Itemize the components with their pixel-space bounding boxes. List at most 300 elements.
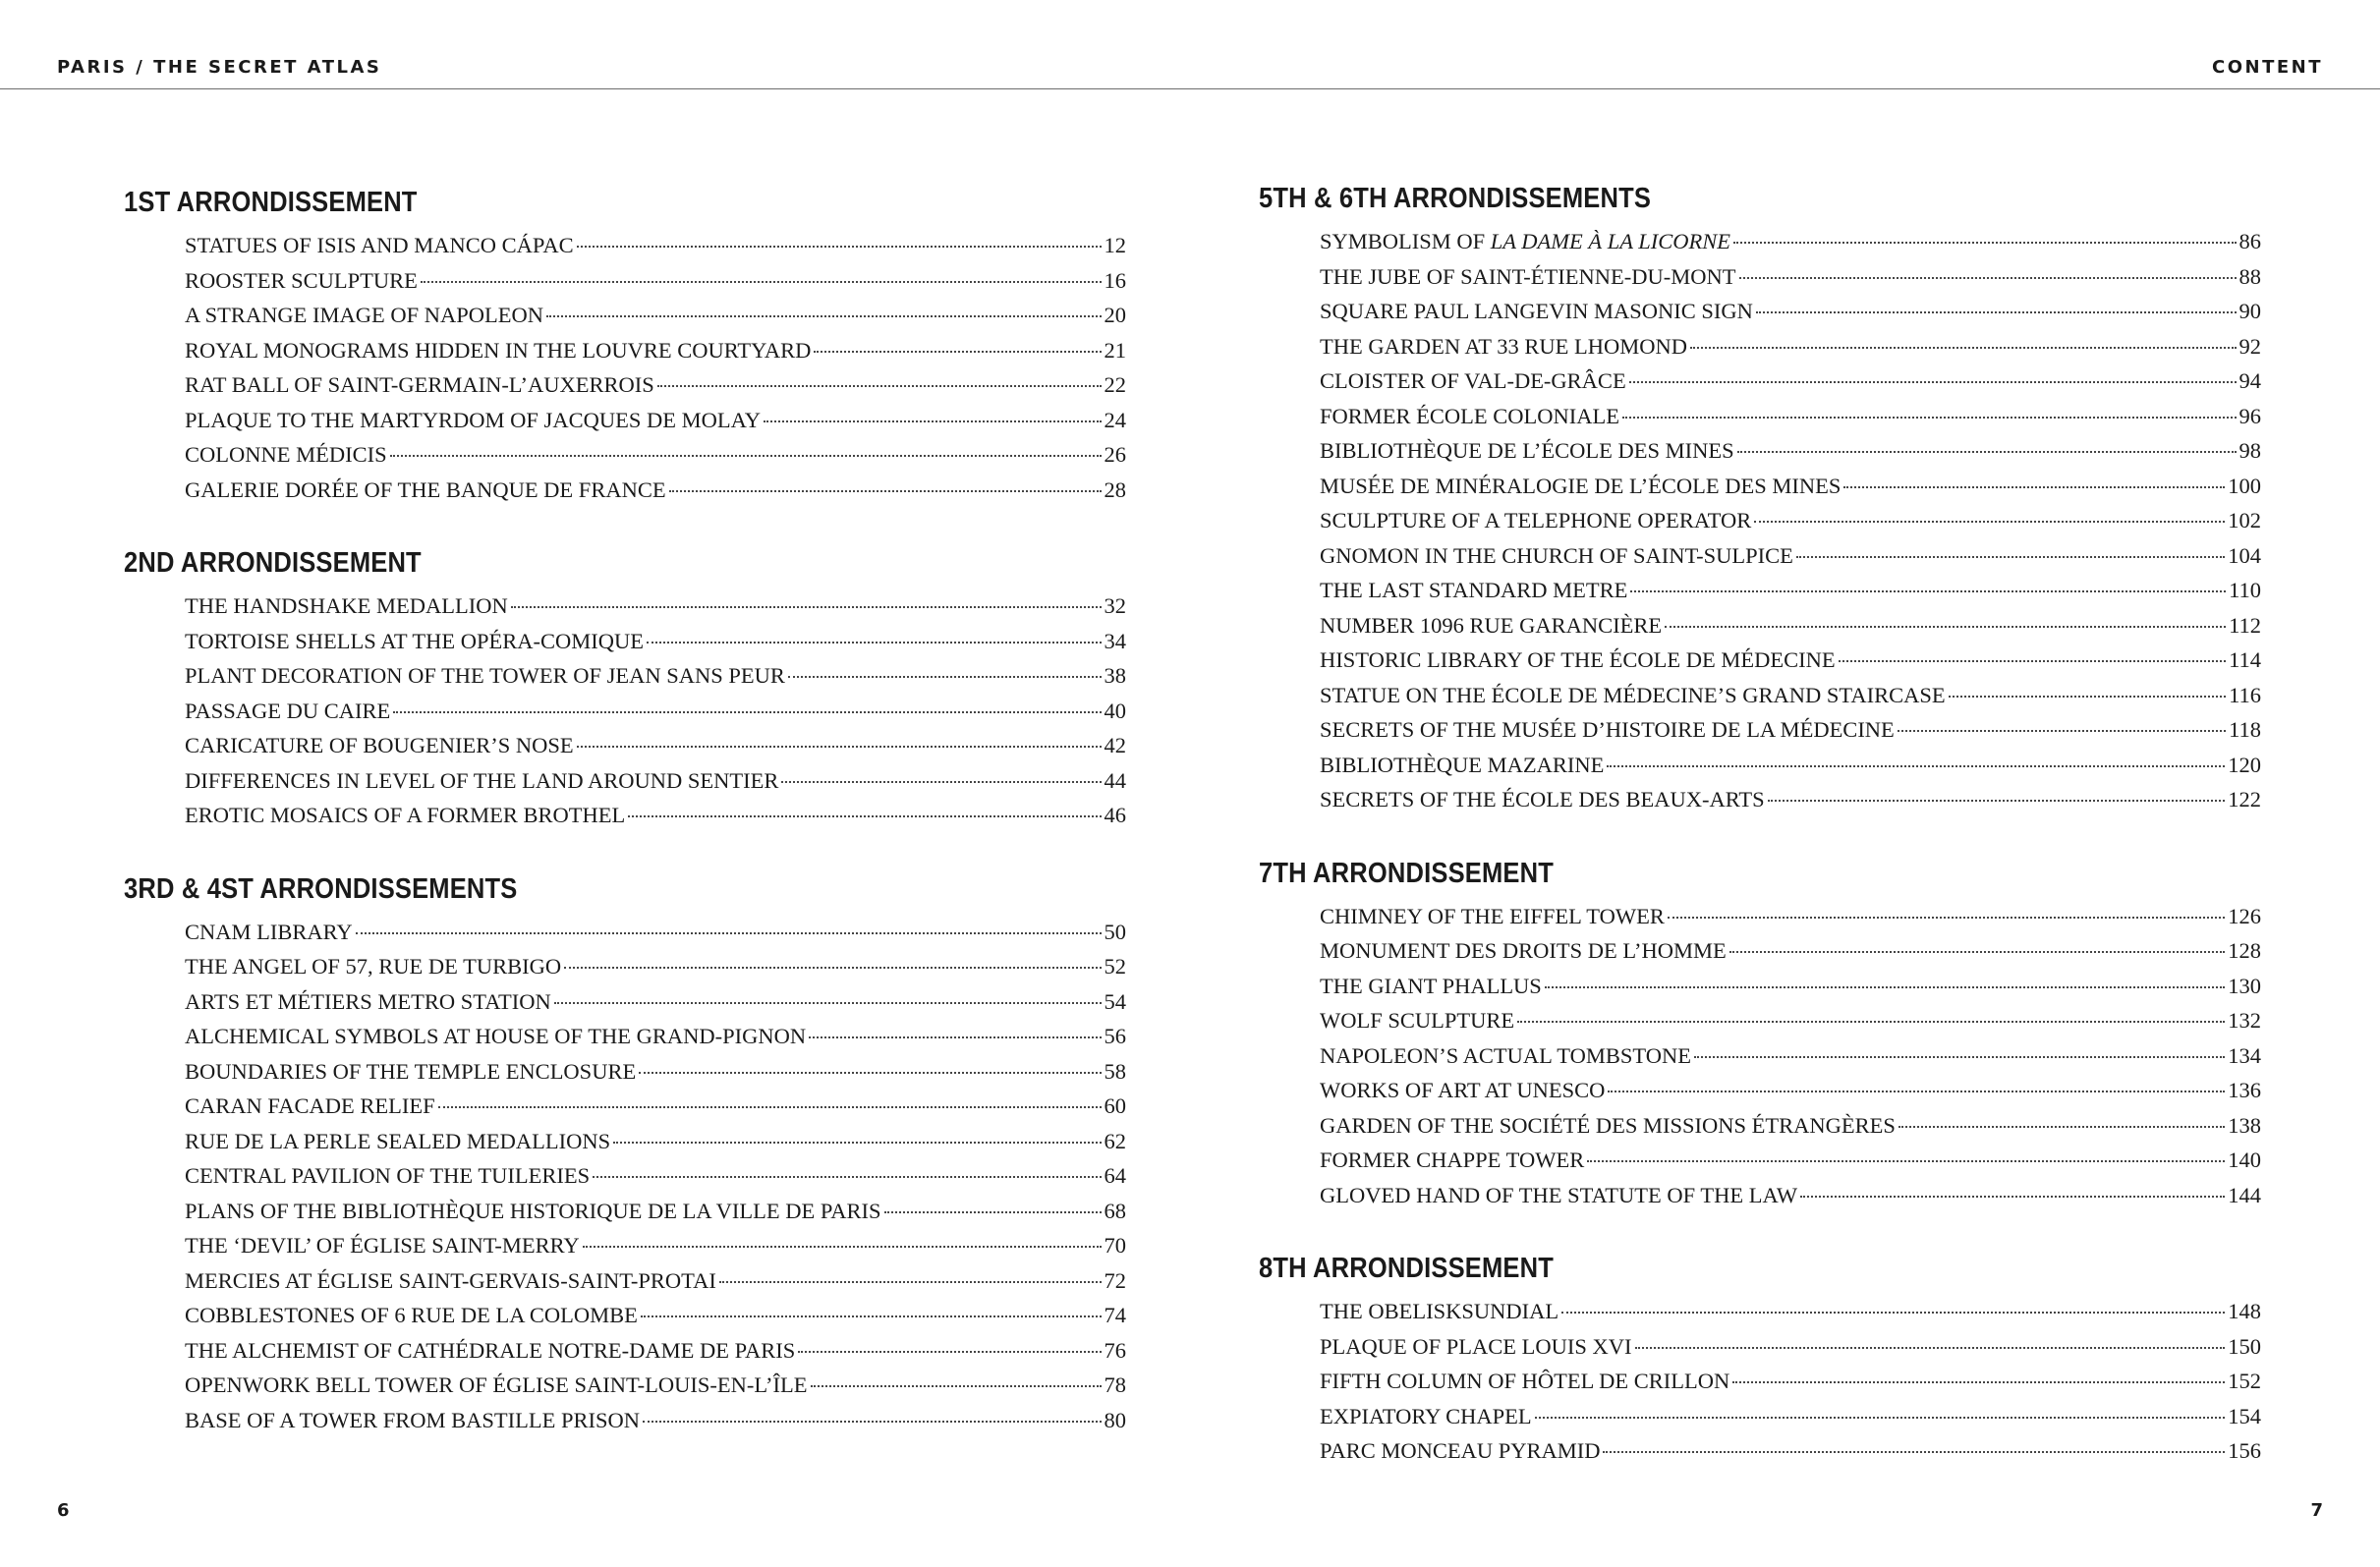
entry-title bbox=[1320, 643, 1836, 678]
dot-leader bbox=[1796, 556, 2225, 558]
entry-title-text: CNAM LIBRARY bbox=[185, 919, 353, 944]
entry-title bbox=[185, 1054, 636, 1090]
entry-title bbox=[185, 1124, 610, 1159]
header-rule bbox=[0, 88, 2380, 89]
entry-page-number: 100 bbox=[2228, 473, 2261, 498]
entry-title bbox=[1320, 538, 1793, 574]
toc-entry bbox=[1320, 1399, 2261, 1434]
toc-entry bbox=[1320, 433, 2261, 469]
entry-title bbox=[185, 1228, 580, 1263]
toc-entry bbox=[1320, 899, 2261, 934]
entry-title-text: STATUES OF ISIS AND MANCO CÁPAC bbox=[185, 233, 574, 257]
entry-title-text: GLOVED HAND OF THE STATUTE OF THE LAW bbox=[1320, 1182, 1798, 1207]
toc-entry bbox=[185, 588, 1126, 624]
entry-title-text: THE ALCHEMIST OF CATHÉDRALE NOTRE-DAME DE PARIS bbox=[185, 1337, 796, 1363]
dot-leader bbox=[1622, 417, 2237, 419]
entry-title-text: EROTIC MOSAICS OF A FORMER BROTHEL bbox=[185, 803, 626, 827]
toc-entry bbox=[185, 798, 1126, 833]
entry-page-number: 28 bbox=[1104, 476, 1126, 502]
entry-title bbox=[1320, 1294, 1558, 1329]
dot-leader bbox=[1608, 1091, 2225, 1092]
toc-entry bbox=[1320, 503, 2261, 538]
dot-leader bbox=[1729, 951, 2225, 953]
entry-title bbox=[185, 798, 625, 833]
entry-page-number: 92 bbox=[2238, 333, 2261, 359]
entry-page-number: 138 bbox=[2228, 1112, 2261, 1138]
entry-page-number: 22 bbox=[1104, 372, 1126, 397]
toc-entry bbox=[1320, 969, 2261, 1004]
entry-title bbox=[1320, 503, 1751, 538]
entry-title-text: BASE OF A TOWER FROM BASTILLE PRISON bbox=[185, 1407, 640, 1432]
entry-title bbox=[185, 333, 811, 368]
entry-page-number: 136 bbox=[2228, 1078, 2261, 1102]
toc-right-column bbox=[1259, 179, 2261, 1505]
entry-page-number: 126 bbox=[2228, 903, 2261, 928]
toc-section bbox=[124, 869, 1126, 1438]
entry-title-text: RUE DE LA PERLE SEALED MEDALLIONS bbox=[185, 1128, 611, 1153]
entry-title-text: WORKS OF ART AT UNESCO bbox=[1320, 1078, 1606, 1102]
entry-title-text: PARC MONCEAU PYRAMID bbox=[1320, 1438, 1601, 1463]
toc-entry bbox=[1320, 259, 2261, 295]
entry-page-number: 12 bbox=[1104, 233, 1126, 257]
toc-entry bbox=[1320, 573, 2261, 608]
entry-page-number: 98 bbox=[2238, 438, 2261, 463]
entry-page-number: 26 bbox=[1104, 442, 1126, 467]
toc-entry bbox=[1320, 294, 2261, 329]
toc-entry bbox=[1320, 1003, 2261, 1038]
entry-title-text: PLANS OF THE BIBLIOTHÈQUE HISTORIQUE DE LA VILLE DE PARIS bbox=[185, 1198, 881, 1223]
entry-page-number: 74 bbox=[1104, 1303, 1126, 1327]
toc-entry bbox=[185, 473, 1126, 508]
entry-page-number: 130 bbox=[2228, 973, 2261, 998]
dot-leader bbox=[1607, 765, 2225, 767]
toc-entry bbox=[185, 1368, 1126, 1403]
dot-leader bbox=[1630, 590, 2226, 592]
toc-entry bbox=[1320, 469, 2261, 504]
dot-leader bbox=[811, 1385, 1102, 1387]
dot-leader bbox=[1629, 381, 2237, 383]
entry-title-text: GARDEN OF THE SOCIÉTÉ DES MISSIONS ÉTRANGÈRES bbox=[1320, 1112, 1896, 1138]
dot-leader bbox=[669, 490, 1102, 492]
dot-leader bbox=[393, 711, 1101, 713]
section-title: 7TH ARRONDISSEMENT bbox=[1259, 857, 1554, 889]
dot-leader bbox=[639, 1072, 1101, 1074]
entry-page-number: 20 bbox=[1104, 303, 1126, 327]
dot-leader bbox=[1737, 451, 2237, 453]
toc-entry bbox=[185, 694, 1126, 729]
entry-page-number: 90 bbox=[2238, 299, 2261, 323]
entry-title bbox=[1320, 1433, 1600, 1469]
running-head-section: CONTENT bbox=[2212, 57, 2323, 78]
entry-page-number: 78 bbox=[1104, 1372, 1126, 1397]
toc-entry bbox=[185, 658, 1126, 694]
entry-title bbox=[185, 1333, 795, 1369]
toc-entry bbox=[1320, 1038, 2261, 1074]
dot-leader bbox=[1603, 1451, 2225, 1453]
entry-title bbox=[185, 473, 666, 508]
entry-page-number: 152 bbox=[2228, 1369, 2261, 1393]
toc-entry bbox=[1320, 678, 2261, 713]
entry-title bbox=[185, 1158, 590, 1194]
entry-title bbox=[1320, 1003, 1514, 1038]
entry-title-text: FORMER ÉCOLE COLONIALE bbox=[1320, 403, 1619, 428]
toc-entry bbox=[1320, 1329, 2261, 1365]
entry-title-text: A STRANGE IMAGE OF NAPOLEON bbox=[185, 303, 544, 327]
entry-title-text: GALERIE DORÉE OF THE BANQUE DE FRANCE bbox=[185, 476, 666, 502]
entry-page-number: 72 bbox=[1104, 1267, 1126, 1293]
entry-title bbox=[1320, 782, 1765, 817]
entry-title-text: COBBLESTONES OF 6 RUE DE LA COLOMBE bbox=[185, 1303, 638, 1327]
entry-title bbox=[1320, 329, 1687, 364]
entry-title bbox=[1320, 469, 1841, 504]
dot-leader bbox=[546, 315, 1101, 317]
entry-title-text: MONUMENT DES DROITS DE L’HOMME bbox=[1320, 938, 1727, 963]
dot-leader bbox=[641, 1315, 1102, 1317]
entry-page-number: 154 bbox=[2228, 1403, 2261, 1428]
entry-title bbox=[185, 263, 418, 299]
entry-page-number: 112 bbox=[2229, 612, 2261, 638]
dot-leader bbox=[1517, 1021, 2225, 1023]
entry-title bbox=[1320, 1108, 1896, 1144]
entry-page-number: 58 bbox=[1104, 1058, 1126, 1084]
dot-leader bbox=[1732, 1381, 2225, 1383]
entry-title bbox=[1320, 1364, 1729, 1399]
dot-leader bbox=[1587, 1160, 2225, 1162]
entry-title bbox=[1320, 1178, 1797, 1213]
dot-leader bbox=[798, 1351, 1101, 1353]
dot-leader bbox=[438, 1106, 1102, 1108]
dot-leader bbox=[1694, 1056, 2225, 1058]
entry-title-text: GNOMON IN THE CHURCH OF SAINT-SULPICE bbox=[1320, 542, 1793, 568]
entry-page-number: 60 bbox=[1104, 1093, 1126, 1118]
toc-entry bbox=[185, 1019, 1126, 1054]
entry-page-number: 148 bbox=[2228, 1299, 2261, 1323]
dot-leader bbox=[1733, 242, 2237, 244]
entry-title bbox=[185, 403, 761, 438]
entry-page-number: 120 bbox=[2228, 752, 2261, 777]
entry-title-text: PLAQUE OF PLACE LOUIS XVI bbox=[1320, 1333, 1632, 1359]
entry-page-number: 80 bbox=[1104, 1407, 1126, 1432]
dot-leader bbox=[1545, 986, 2225, 988]
entry-title-text: THE JUBE OF SAINT-ÉTIENNE-DU-MONT bbox=[1320, 263, 1736, 289]
entry-title-text: THE GIANT PHALLUS bbox=[1320, 973, 1542, 998]
entry-title bbox=[185, 763, 778, 799]
dot-leader bbox=[421, 281, 1102, 283]
entry-page-number: 24 bbox=[1104, 407, 1126, 432]
toc-entry bbox=[185, 437, 1126, 473]
dot-leader bbox=[1535, 1417, 2226, 1419]
entry-title-text: SCULPTURE OF A TELEPHONE OPERATOR bbox=[1320, 508, 1752, 532]
entry-page-number: 102 bbox=[2228, 508, 2261, 532]
entry-title-text: RAT BALL OF SAINT-GERMAIN-L’AUXERROIS bbox=[185, 372, 654, 397]
entry-page-number: 50 bbox=[1104, 919, 1126, 944]
entry-title bbox=[1320, 1038, 1691, 1074]
toc-entry bbox=[1320, 538, 2261, 574]
entry-title bbox=[185, 949, 561, 984]
entry-page-number: 70 bbox=[1104, 1233, 1126, 1258]
toc-entry bbox=[185, 1054, 1126, 1090]
toc-entry bbox=[185, 1194, 1126, 1229]
entry-title bbox=[1320, 712, 1895, 748]
toc-entry bbox=[185, 228, 1126, 263]
entry-page-number: 128 bbox=[2228, 938, 2261, 963]
entry-title-text: THE GARDEN AT 33 RUE LHOMOND bbox=[1320, 333, 1687, 359]
toc-entry bbox=[1320, 364, 2261, 399]
entry-title-italic: LA DAME À LA LICORNE bbox=[1490, 229, 1730, 253]
dot-leader bbox=[647, 642, 1101, 644]
entry-title-text: HISTORIC LIBRARY OF THE ÉCOLE DE MÉDECINE bbox=[1320, 647, 1836, 672]
entry-title-text: ROOSTER SCULPTURE bbox=[185, 267, 418, 293]
dot-leader bbox=[814, 351, 1101, 353]
toc-entry bbox=[185, 624, 1126, 659]
entry-title-text: SYMBOLISM OF bbox=[1320, 229, 1491, 253]
entry-title-text: THE HANDSHAKE MEDALLION bbox=[185, 593, 508, 618]
entry-page-number: 64 bbox=[1104, 1163, 1126, 1188]
entry-title-text: ARTS ET MÉTIERS METRO STATION bbox=[185, 988, 551, 1014]
section-title: 5TH & 6TH ARRONDISSEMENTS bbox=[1259, 183, 1652, 214]
dot-leader bbox=[554, 1002, 1102, 1004]
dot-leader bbox=[1839, 660, 2226, 662]
toc-entry bbox=[185, 1158, 1126, 1194]
toc-entry bbox=[1320, 1178, 2261, 1213]
toc-section bbox=[1259, 854, 2261, 1213]
entry-title-text: DIFFERENCES IN LEVEL OF THE LAND AROUND SENTIER bbox=[185, 767, 779, 793]
entry-title bbox=[185, 228, 574, 263]
entry-title-text: NAPOLEON’S ACTUAL TOMBSTONE bbox=[1320, 1042, 1691, 1068]
entry-title-text: EXPIATORY CHAPEL bbox=[1320, 1403, 1532, 1428]
dot-leader bbox=[1756, 311, 2237, 313]
entry-title bbox=[185, 915, 353, 950]
page-number-right: 7 bbox=[2310, 1500, 2323, 1521]
entry-page-number: 46 bbox=[1104, 803, 1126, 827]
toc-left-column bbox=[124, 183, 1126, 1474]
entry-title-text: THE OBELISKSUNDIAL bbox=[1320, 1299, 1559, 1323]
page-number-left: 6 bbox=[57, 1500, 70, 1521]
dot-leader bbox=[643, 1421, 1102, 1423]
entry-title bbox=[185, 298, 543, 333]
dot-leader bbox=[1898, 1126, 2225, 1128]
entry-title-text: COLONNE MÉDICIS bbox=[185, 442, 387, 467]
entry-page-number: 38 bbox=[1104, 663, 1126, 688]
entry-title-text: THE ANGEL OF 57, RUE DE TURBIGO bbox=[185, 954, 562, 979]
toc-entry bbox=[185, 333, 1126, 368]
entry-title-text: CHIMNEY OF THE EIFFEL TOWER bbox=[1320, 903, 1665, 928]
entry-page-number: 76 bbox=[1104, 1337, 1126, 1363]
entry-title-text: FIFTH COLUMN OF HÔTEL DE CRILLON bbox=[1320, 1369, 1730, 1393]
dot-leader bbox=[390, 455, 1102, 457]
entry-page-number: 40 bbox=[1104, 698, 1126, 723]
entry-title bbox=[185, 367, 654, 403]
dot-leader bbox=[564, 967, 1101, 969]
toc-entry bbox=[185, 1333, 1126, 1369]
entry-title-text: CARAN FACADE RELIEF bbox=[185, 1093, 435, 1118]
entry-page-number: 42 bbox=[1104, 733, 1126, 757]
entry-page-number: 94 bbox=[2238, 368, 2261, 393]
entry-title bbox=[185, 437, 387, 473]
dot-leader bbox=[1800, 1196, 2225, 1198]
dot-leader bbox=[1561, 1312, 2225, 1314]
entry-title-text: BOUNDARIES OF THE TEMPLE ENCLOSURE bbox=[185, 1058, 637, 1084]
section-title: 8TH ARRONDISSEMENT bbox=[1259, 1253, 1554, 1284]
entry-title bbox=[1320, 969, 1542, 1004]
entry-title bbox=[185, 1194, 881, 1229]
toc-entry bbox=[185, 263, 1126, 299]
entry-page-number: 144 bbox=[2228, 1182, 2261, 1207]
entry-page-number: 52 bbox=[1104, 954, 1126, 979]
entry-title-text: SECRETS OF THE ÉCOLE DES BEAUX-ARTS bbox=[1320, 787, 1765, 811]
entry-page-number: 150 bbox=[2228, 1333, 2261, 1359]
entry-title-text: THE LAST STANDARD METRE bbox=[1320, 578, 1628, 602]
entry-title bbox=[1320, 433, 1734, 469]
entry-title-text: OPENWORK BELL TOWER OF ÉGLISE SAINT-LOUIS-EN-L’ÎLE bbox=[185, 1372, 808, 1397]
entry-page-number: 134 bbox=[2228, 1042, 2261, 1068]
entry-page-number: 16 bbox=[1104, 267, 1126, 293]
toc-entry bbox=[1320, 329, 2261, 364]
dot-leader bbox=[577, 746, 1102, 748]
dot-leader bbox=[1635, 1347, 2226, 1349]
toc-entry bbox=[185, 1263, 1126, 1299]
entry-title bbox=[1320, 1143, 1584, 1178]
entry-page-number: 118 bbox=[2229, 717, 2261, 742]
entry-title bbox=[1320, 224, 1730, 259]
toc-entry bbox=[185, 1089, 1126, 1124]
toc-entry bbox=[1320, 1433, 2261, 1469]
entry-page-number: 56 bbox=[1104, 1024, 1126, 1048]
toc-entry bbox=[1320, 608, 2261, 644]
toc-entry bbox=[185, 298, 1126, 333]
entry-title bbox=[1320, 364, 1626, 399]
entry-title-text: PLANT DECORATION OF THE TOWER OF JEAN SANS PEUR bbox=[185, 663, 785, 688]
entry-title bbox=[1320, 933, 1727, 969]
entry-title-text: CENTRAL PAVILION OF THE TUILERIES bbox=[185, 1163, 591, 1188]
entry-title-text: NUMBER 1096 RUE GARANCIÈRE bbox=[1320, 612, 1663, 638]
entry-title bbox=[185, 588, 508, 624]
toc-entry bbox=[1320, 1294, 2261, 1329]
toc-entry bbox=[185, 1124, 1126, 1159]
toc-entry bbox=[1320, 712, 2261, 748]
entry-page-number: 88 bbox=[2238, 263, 2261, 289]
dot-leader bbox=[809, 1036, 1101, 1038]
toc-entry bbox=[185, 1403, 1126, 1438]
entry-title bbox=[1320, 294, 1753, 329]
entry-page-number: 114 bbox=[2229, 647, 2261, 672]
dot-leader bbox=[884, 1211, 1102, 1213]
entry-title bbox=[1320, 399, 1619, 434]
dot-leader bbox=[657, 385, 1102, 387]
entry-title bbox=[1320, 573, 1627, 608]
dot-leader bbox=[577, 246, 1102, 248]
toc-section bbox=[124, 183, 1126, 507]
entry-title bbox=[185, 1089, 435, 1124]
dot-leader bbox=[1754, 521, 2225, 523]
entry-title bbox=[1320, 678, 1946, 713]
dot-leader bbox=[628, 815, 1101, 817]
entry-title bbox=[185, 984, 551, 1020]
entry-title-text: TORTOISE SHELLS AT THE OPÉRA-COMIQUE bbox=[185, 628, 645, 653]
entry-title-text: ALCHEMICAL SYMBOLS AT HOUSE OF THE GRAND-PIGNON bbox=[185, 1024, 807, 1048]
running-head-book-title: PARIS / THE SECRET ATLAS bbox=[57, 57, 382, 78]
dot-leader bbox=[356, 932, 1102, 934]
entry-title bbox=[1320, 899, 1665, 934]
section-title: 1ST ARRONDISSEMENT bbox=[124, 187, 418, 218]
dot-leader bbox=[764, 420, 1102, 422]
entry-title-text: PLAQUE TO THE MARTYRDOM OF JACQUES DE MOLAY bbox=[185, 407, 761, 432]
dot-leader bbox=[788, 676, 1102, 678]
entry-title-text: THE ‘DEVIL’ OF ÉGLISE SAINT-MERRY bbox=[185, 1233, 580, 1258]
toc-entry bbox=[185, 763, 1126, 799]
entry-page-number: 110 bbox=[2229, 578, 2261, 602]
entry-page-number: 34 bbox=[1104, 628, 1126, 653]
entry-page-number: 140 bbox=[2228, 1147, 2261, 1172]
toc-entry bbox=[185, 403, 1126, 438]
entry-page-number: 86 bbox=[2238, 229, 2261, 253]
entry-title-text: BIBLIOTHÈQUE MAZARINE bbox=[1320, 752, 1605, 777]
dot-leader bbox=[593, 1176, 1101, 1178]
entry-title-text: FORMER CHAPPE TOWER bbox=[1320, 1147, 1585, 1172]
toc-entry bbox=[185, 949, 1126, 984]
dot-leader bbox=[1768, 800, 2226, 802]
toc-entry bbox=[185, 915, 1126, 950]
entry-title bbox=[185, 1403, 640, 1438]
entry-title-text: SECRETS OF THE MUSÉE D’HISTOIRE DE LA MÉDECINE bbox=[1320, 717, 1895, 742]
entry-page-number: 68 bbox=[1104, 1198, 1126, 1223]
entry-title-text: MUSÉE DE MINÉRALOGIE DE L’ÉCOLE DES MINES bbox=[1320, 473, 1842, 498]
entry-title bbox=[1320, 1329, 1632, 1365]
entry-page-number: 122 bbox=[2228, 787, 2261, 811]
entry-title-text: STATUE ON THE ÉCOLE DE MÉDECINE’S GRAND STAIRCASE bbox=[1320, 682, 1946, 707]
toc-entry bbox=[1320, 1073, 2261, 1108]
toc-entry bbox=[1320, 1364, 2261, 1399]
toc-section bbox=[1259, 1249, 2261, 1469]
toc-entry bbox=[1320, 748, 2261, 783]
entry-page-number: 62 bbox=[1104, 1128, 1126, 1153]
entry-page-number: 32 bbox=[1104, 593, 1126, 618]
entry-page-number: 132 bbox=[2228, 1008, 2261, 1033]
entry-title-text: SQUARE PAUL LANGEVIN MASONIC SIGN bbox=[1320, 299, 1753, 323]
entry-title bbox=[185, 694, 390, 729]
entry-title bbox=[185, 1019, 806, 1054]
entry-page-number: 21 bbox=[1104, 337, 1126, 363]
entry-title-text: PASSAGE DU CAIRE bbox=[185, 698, 391, 723]
entry-title bbox=[1320, 1073, 1605, 1108]
toc-entry bbox=[185, 728, 1126, 763]
entry-title bbox=[1320, 748, 1604, 783]
entry-page-number: 44 bbox=[1104, 767, 1126, 793]
entry-title bbox=[185, 728, 574, 763]
toc-section bbox=[124, 543, 1126, 833]
toc-entry bbox=[185, 1298, 1126, 1333]
dot-leader bbox=[1949, 696, 2226, 698]
entry-title bbox=[185, 658, 785, 694]
entry-title-text: CLOISTER OF VAL-DE-GRÂCE bbox=[1320, 368, 1626, 393]
toc-section bbox=[1259, 179, 2261, 817]
entry-title-text: BIBLIOTHÈQUE DE L’ÉCOLE DES MINES bbox=[1320, 438, 1734, 463]
entry-page-number: 54 bbox=[1104, 988, 1126, 1014]
entry-page-number: 96 bbox=[2238, 403, 2261, 428]
toc-entry bbox=[1320, 1143, 2261, 1178]
section-title: 3RD & 4ST ARRONDISSEMENTS bbox=[124, 872, 518, 905]
dot-leader bbox=[1739, 277, 2237, 279]
dot-leader bbox=[1898, 730, 2226, 732]
entry-title bbox=[1320, 1399, 1532, 1434]
toc-entry bbox=[185, 367, 1126, 403]
entry-title-text: CARICATURE OF BOUGENIER’S NOSE bbox=[185, 733, 574, 757]
toc-entry bbox=[185, 984, 1126, 1020]
entry-title bbox=[1320, 608, 1662, 644]
dot-leader bbox=[1665, 626, 2226, 628]
entry-title-text: ROYAL MONOGRAMS HIDDEN IN THE LOUVRE COURTYARD bbox=[185, 337, 812, 363]
toc-entry bbox=[1320, 1108, 2261, 1144]
